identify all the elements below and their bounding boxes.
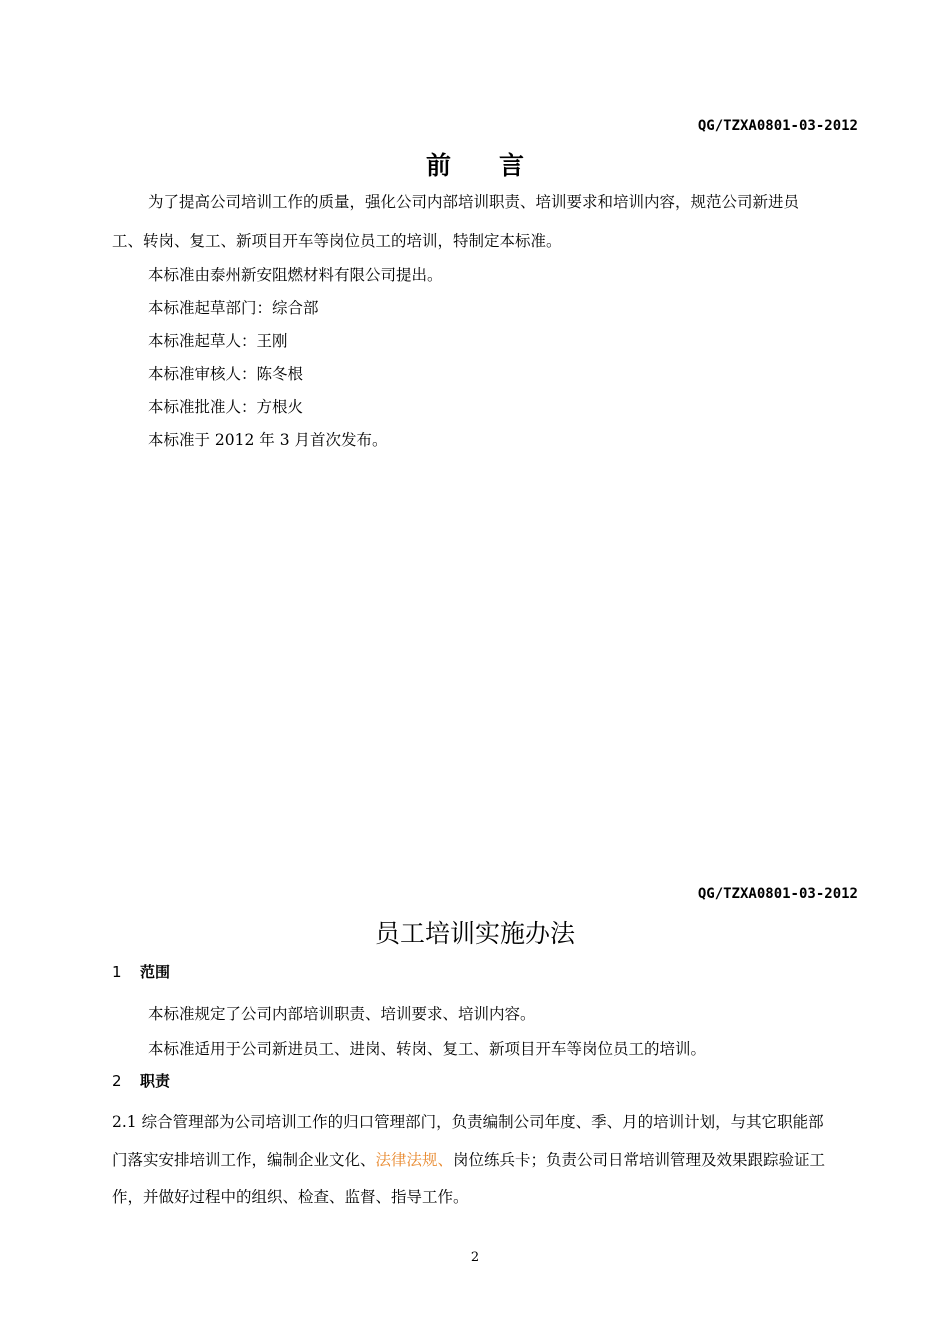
clause-text: 门落实安排培训工作，编制企业文化、	[112, 1151, 376, 1169]
preface-drafter: 本标准起草人：王刚	[148, 332, 288, 350]
preface-drafting-dept: 本标准起草部门：综合部	[148, 299, 319, 317]
preface-proposer: 本标准由泰州新安阻燃材料有限公司提出。	[148, 266, 443, 284]
preface-title-part1: 前	[425, 151, 451, 180]
section-title: 范围	[140, 963, 171, 981]
scope-line-1: 本标准规定了公司内部培训职责、培训要求、培训内容。	[148, 1005, 536, 1023]
preface-para1-line2: 工、转岗、复工、新项目开车等岗位员工的培训，特制定本标准。	[112, 232, 562, 250]
clause-2-1-line2	[112, 1148, 825, 1170]
scope-line-2: 本标准适用于公司新进员工、进岗、转岗、复工、新项目开车等岗位员工的培训。	[148, 1040, 707, 1058]
highlighted-text: 法律法规、	[375, 1151, 454, 1169]
section-heading-responsibilities	[112, 1070, 170, 1091]
preface-title	[0, 146, 950, 182]
doc-code-mid: QG/TZXA0801-03-2012	[697, 886, 858, 902]
preface-release: 本标准于 2012 年 3 月首次发布。	[148, 431, 388, 449]
section-title: 职责	[140, 1072, 171, 1090]
section-number: 1	[112, 963, 122, 981]
clause-2-1-line1: 2.1 综合管理部为公司培训工作的归口管理部门，负责编制公司年度、季、月的培训计划，与其它职能部	[112, 1113, 824, 1131]
preface-approver: 本标准批准人：方根火	[148, 398, 304, 416]
preface-para1-line1: 为了提高公司培训工作的质量，强化公司内部培训职责、培训要求和培训内容，规范公司新进员	[148, 193, 800, 211]
section-heading-scope	[112, 961, 170, 982]
preface-reviewer: 本标准审核人：陈冬根	[148, 365, 304, 383]
doc-code-top: QG/TZXA0801-03-2012	[697, 118, 858, 134]
section-number: 2	[112, 1072, 122, 1090]
page-number: 2	[470, 1250, 480, 1265]
preface-title-part2: 言	[499, 151, 525, 180]
clause-text: 岗位练兵卡；负责公司日常培训管理及效果跟踪验证工	[453, 1151, 826, 1169]
main-title: 员工培训实施办法	[374, 919, 575, 948]
clause-2-1-line3: 作，并做好过程中的组织、检查、监督、指导工作。	[112, 1188, 469, 1206]
